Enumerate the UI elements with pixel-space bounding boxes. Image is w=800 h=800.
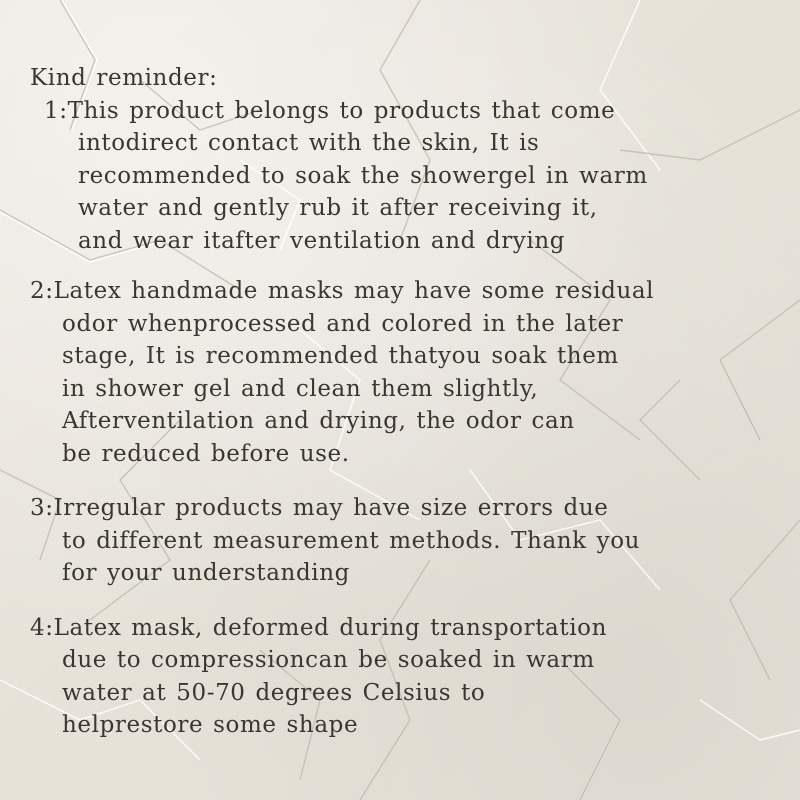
- item-1-line-1: 1:This product belongs to products that come: [44, 97, 616, 124]
- item-2-line-6: be reduced before use.: [62, 440, 350, 467]
- item-4-line-3: water at 50-70 degrees Celsius to: [62, 679, 486, 706]
- item-1-line-4: water and gently rub it after receiving it,: [78, 195, 598, 221]
- item-4-line-4: helprestore some shape: [62, 712, 359, 738]
- item-3-line-2: to different measurement methods. Thank you: [62, 527, 641, 554]
- item-2-line-4: in shower gel and clean them slightly,: [62, 375, 539, 402]
- item-2-line-3: stage, It is recommended thatyou soak them: [62, 343, 619, 369]
- reminder-heading: Kind reminder:: [30, 65, 218, 91]
- item-4-line-1: 4:Latex mask, deformed during transportation: [30, 614, 608, 641]
- item-2-line-1: 2:Latex handmade masks may have some residual: [30, 278, 655, 304]
- reminder-text-block: [30, 62, 780, 742]
- item-1-line-5: and wear itafter ventilation and drying: [78, 227, 566, 254]
- item-2-line-2: odor whenprocessed and colored in the later: [62, 310, 624, 337]
- item-1-line-3: recommended to soak the showergel in warm: [78, 162, 648, 189]
- item-4-line-2: due to compressioncan be soaked in warm: [62, 647, 595, 673]
- item-3-line-1: 3:Irregular products may have size errors due: [30, 495, 609, 521]
- item-2-line-5: Afterventilation and drying, the odor can: [62, 408, 575, 434]
- item-3-line-3: for your understanding: [62, 560, 350, 586]
- item-1-line-2: intodirect contact with the skin, It is: [78, 130, 540, 156]
